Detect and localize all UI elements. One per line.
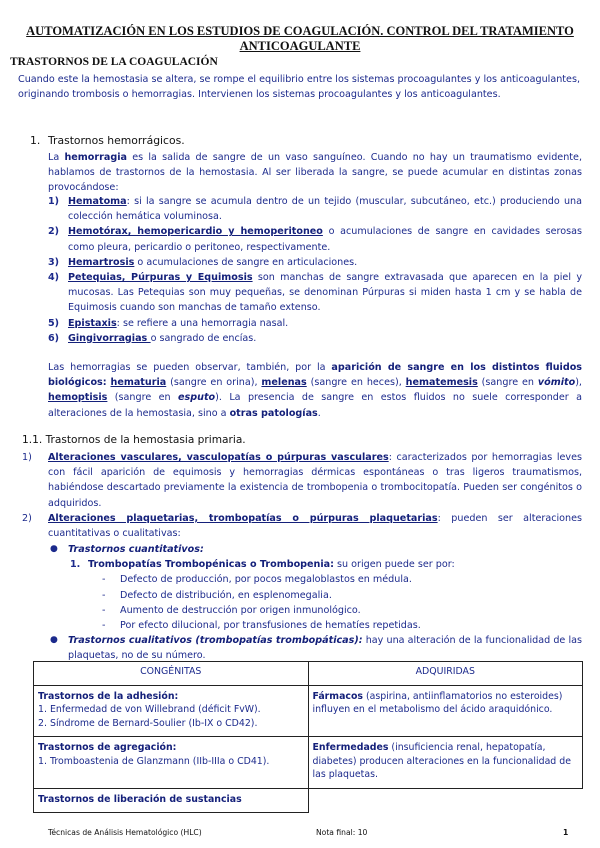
list-item: 3) Hemartrosis o acumulaciones de sangre en articulaciones. [48,256,358,268]
document-title [20,24,580,54]
list-item: ● Trastornos cualitativos (trombopatías trombopáticas): hay una alteración de la funcionalidad de las plaquetas, no de su número. [50,635,583,662]
page-number: 1 [563,828,569,837]
table-cell: Enfermedades (insuficiencia renal, hepatopatía, diabetes) producen alteraciones en la funcionalidad de las plaquetas. [308,737,583,789]
bullet-icon: ● [50,544,58,554]
list-item: 4) Petequias, Púrpuras y Equimosis son manchas de sangre extravasada que aparecen en la piel y mucosas. Las Petequias son muy pequeñas, se denominan Púrpuras si miden hasta 1 cm y se habla de Equimosis cuando son manchas de tamaño extenso. [48,272,582,314]
list-item: - Por efecto dilucional, por transfusiones de hematíes repetidas. [102,620,421,632]
bullet-icon: ● [50,635,58,646]
section-heading: TRASTORNOS DE LA COAGULACIÓN [10,56,218,68]
column-header-congenitas: CONGÉNITAS [34,662,309,686]
table-cell: Trastornos de la adhesión: 1. Enfermedad de von Willebrand (déficit FvW). 2. Síndrome de Bernard-Soulier (Ib-IX o CD42). [34,685,309,737]
heading-hemostasia-primaria: 1.1. Trastornos de la hemostasia primaria. [22,434,246,446]
list-item: 2) Alteraciones plaquetarias, trombopatías o púrpuras plaquetarias: pueden ser alteraciones cuantitativas o cualitativas: [22,512,583,540]
hemorrhage-types-list [48,194,582,346]
list-item: ● Trastornos cuantitativos: [48,542,582,557]
list-item: - Defecto de producción, por pocos megaloblastos en médula. [102,574,412,586]
table-row [34,685,583,737]
heading-number: 1. [30,134,41,147]
platelet-disorders-list [48,542,582,664]
term-hemorragia: hemorragia [64,152,127,163]
list-item: 1) Hematoma: si la sangre se acumula dentro de un tejido (muscular, subcutáneo, etc.) produciendo una colección hemática voluminosa. [48,196,582,223]
list-item: - Defecto de distribución, en esplenomegalia. [102,589,332,601]
table-cell: Trastornos de liberación de sustancias [34,788,309,813]
column-header-adquiridas: ADQUIRIDAS [308,662,583,686]
title-line-1: AUTOMATIZACIÓN EN LOS ESTUDIOS DE COAGULACIÓN. CONTROL DEL TRATAMIENTO [26,24,574,38]
list-item: 5) Epistaxis: se refiere a una hemorragia nasal. [48,317,289,329]
alterations-list [22,450,582,541]
list-item: 1. Trombopatías Trombopénicas o Trombopenia: su origen puede ser por: [70,559,455,571]
footer-grade: Nota final: 10 [316,828,368,837]
title-line-2: ANTICOAGULANTE [239,39,361,53]
heading-text: Trastornos hemorrágicos. [48,134,185,147]
table-row [34,737,583,789]
table-cell: Trastornos de agregación: 1. Tromboastenia de Glanzmann (IIb-IIIa o CD41). [34,737,309,789]
platelet-disorders-table [33,661,583,813]
list-item: - Aumento de destrucción por origen inmunológico. [102,604,361,616]
table-cell-empty [308,788,583,813]
list-item: 6) Gingivorragias o sangrado de encías. [48,332,257,344]
list-item: 2) Hemotórax, hemopericardio y hemoperitoneo o acumulaciones de sangre en cavidades serosas como pleura, pericardio o peritoneo, respectivamente. [48,226,582,253]
table-row [34,788,583,813]
hemorragia-paragraph: La hemorragia es la salida de sangre de un vaso sanguíneo. Cuando no hay un traumatismo evidente, hablamos de trastornos de la hemostasia. Al ser liberada la sangre, se puede acumular en distintas zonas provocándose: [48,152,582,194]
fluids-paragraph: Las hemorragias se pueden observar, también, por la aparición de sangre en los distintos fluidos biológicos: hematuria (sangre en orina), melenas (sangre en heces), hematemesis (sangre en vómito), hemoptisis (sangre en esputo). La presencia de sangre en estos fluidos no suele corresponder a alteraciones de la hemostasia, sino a otras patologías. [48,362,582,419]
heading-trastornos-hemorragicos [30,134,185,147]
table-header-row [34,662,583,686]
footer-course: Técnicas de Análisis Hematológico (HLC) [48,828,202,837]
intro-paragraph: Cuando este la hemostasia se altera, se rompe el equilibrio entre los sistemas procoagulantes y los anticoagulantes, originando trombosis o hemorragias. Intervienen los sistemas procoagulantes y los anticoagulantes. [18,74,580,101]
list-item: 1) Alteraciones vasculares, vasculopatías o púrpuras vasculares: caracterizados por hemorragias leves con fácil aparición de equimosis y hemorragias dérmicas espontáneas o tras ligeros traumatismos, habiéndose descartado previamente la existencia de trombopenia o trombocitopatía. Pueden ser congénitos o adquiridos. [22,452,583,509]
table-cell: Fármacos (aspirina, antiinflamatorios no esteroides) influyen en el metabolismo del ácido araquidónico. [308,685,583,737]
